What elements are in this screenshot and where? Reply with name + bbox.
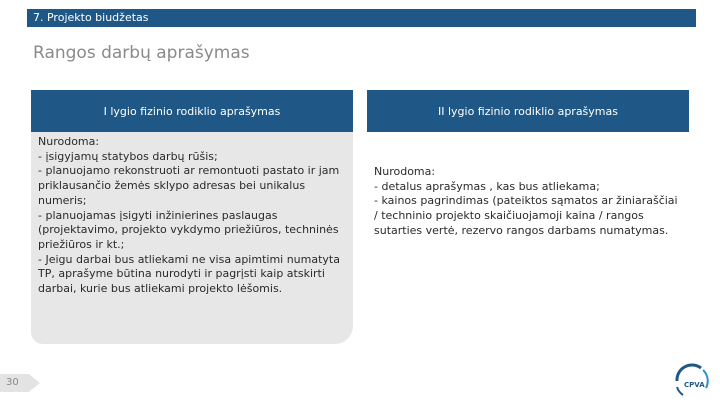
left-column-body: Nurodoma: - įsigyjamų statybos darbų rūšis; - planuojamo rekonstruoti ar remontuoti pastato ir jam priklausančio žemės sklypo adresas bei unikalus numeris; - planuojamas įsigyti inžinierines paslaugas (projektavimo, projekto vykdymo priežiūros, techninės priežiūros ir kt.; - Jeigu darbai bus atliekami ne visa apimtimi numatyta TP, aprašyme būtina nurodyti ir pagrįsti kaip atskirti darbai, kurie bus atliekami projekto lėšomis. — [31, 132, 353, 344]
cpva-logo — [671, 360, 713, 400]
right-column-heading — [367, 90, 689, 132]
left-column-heading — [31, 90, 353, 132]
logo-arc-bottom — [677, 387, 683, 395]
page-number: 30 — [6, 377, 19, 388]
section-title: 7. Projekto biudžetas — [33, 11, 149, 24]
right-column-body: Nurodoma: - detalus aprašymas , kas bus atliekama; - kainos pagrindimas (pateiktos sąmatos ar žiniaraščiai / techninio projekto skaičiuojamoji kaina / rangos sutarties vertė, rezervo rangos darbams numatymas. — [374, 165, 678, 237]
logo-text: CPVA — [684, 381, 705, 389]
left-column-heading-text: I lygio fizinio rodiklio aprašymas — [103, 104, 281, 118]
section-title-bar — [27, 9, 696, 27]
right-column-heading-text: II lygio fizinio rodiklio aprašymas — [437, 104, 618, 118]
logo-arc-top — [677, 365, 701, 381]
slide-subtitle: Rangos darbų aprašymas — [33, 43, 250, 63]
